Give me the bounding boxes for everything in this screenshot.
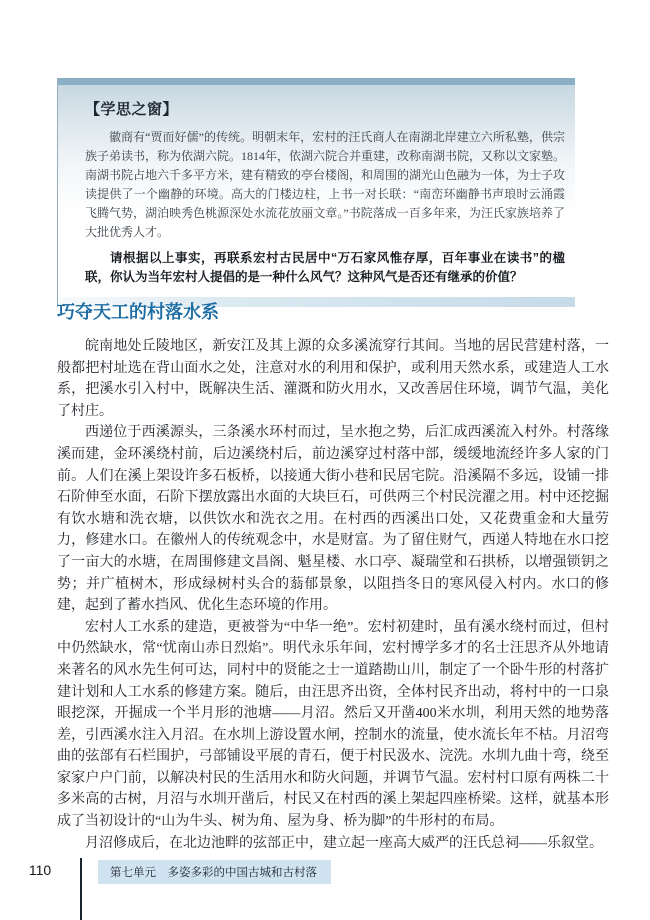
page-footer bbox=[0, 858, 650, 920]
footer-divider-line bbox=[80, 858, 82, 920]
box-title: 【学思之窗】 bbox=[85, 101, 179, 118]
paragraph-yuezhao: 月沼修成后，在北边池畔的弦部正中，建立起一座高大威严的汪氏总祠——乐叙堂。 bbox=[85, 835, 603, 851]
section-body bbox=[57, 336, 609, 854]
box-body-text: 徽商有“贾而好儒”的传统。明朝末年，宏村的汪氏商人在南湖北岸建立六所私塾，供宗族子弟读书，称为依湖六院。1814年，依湖六院合并重建，改称南湖书院，又称以文家塾。南湖书院占地六千多平方米，建有精致的亭台楼阁，和周围的湖光山色融为一体，为士子攻读提供了一个幽静的环境。高大的门楼边柱，上书一对长联：“南峦环幽静书声琅时云涌霞飞腾气势，湖泊映秀色桃源深处水流花放丽文章。”书院落成一百多年来，为汪氏家族培养了大批优秀人才。 bbox=[85, 130, 566, 239]
box-body bbox=[58, 85, 575, 297]
section-heading: 巧夺天工的村落水系 bbox=[57, 302, 219, 322]
page-number: 110 bbox=[28, 862, 52, 878]
paragraph-hongcun: 宏村人工水系的建造，更被誉为“中华一绝”。宏村初建时，虽有溪水绕村而过，但村中仍然缺水，常“忧南山赤日烈焰”。明代永乐年间，宏村博学多才的名士汪思齐从外地请来著名的风水先生何可达，同村中的贤能之士一道踏勘山川，制定了一个卧牛形的村落扩建计划和人工水系的修建方案。随后，由汪思齐出资，全体村民齐出动，将村中的一口泉眼挖深，开掘成一个半月形的池塘——月沼。然后又开凿400米水圳，利用天然的地势落差，引西溪水注入月沼。在水圳上游设置水闸，控制水的流量，使水流长年不枯。月沼弯曲的弦部有石栏围护，弓部铺设平展的青石，便于村民汲水、浣洗。水圳九曲十弯，绕至家家户户门前，以解决村民的生活用水和防火问题，并调节气温。宏村村口原有两株二十多米高的古树，月沼与水圳开凿后，村民又在村西的溪上架起四座桥梁。这样，就基本形成了当初设计的“山为牛头、树为角、屋为身、桥为脚”的牛形村的布局。 bbox=[57, 619, 609, 830]
box-top-bar bbox=[58, 78, 575, 85]
box-question-text: 请根据以上事实，再联系宏村古民居中“万石家风惟存厚，百年事业在读书”的楹联，你认为当年宏村人提倡的是一种什么风气？这种风气是否还有继承的价值？ bbox=[85, 251, 565, 284]
paragraph-intro: 皖南地处丘陵地区，新安江及其上源的众多溪流穿行其间。当地的居民营建村落，一般都把村址选在背山面水之处，注意对水的利用和保护，或利用天然水系，或建造人工水系，把溪水引入村中，既解决生活、灌溉和防火用水，又改善居住环境，调节气温，美化了村庄。 bbox=[57, 339, 609, 419]
paragraph-xidi: 西递位于西溪源头，三条溪水环村而过，呈水抱之势，后汇成西溪流入村外。村落缘溪而建，金环溪绕村前，后边溪绕村后，前边溪穿过村落中部，缓缓地流经许多人家的门前。人们在溪上架设许多石板桥，以接通大街小巷和民居宅院。沿溪隔不多远，设铺一排石阶伸至水面，石阶下摆放露出水面的大块巨石，可供两三个村民浣濯之用。村中还挖掘有饮水塘和洗衣塘，以供饮水和洗衣之用。在村西的西溪出口处，又花费重金和大量劳力，修建水口。在徽州人的传统观念中，水是财富。为了留住财气，西递人特地在水口挖了一亩大的水塘，在周围修建文昌阁、魁星楼、水口亭、凝瑞堂和石拱桥，以增强锁钥之势；并广植树木，形成绿树村头合的蓊郁景象，以阻挡冬日的寒风侵入村内。水口的修建，起到了蓄水挡风、优化生态环境的作用。 bbox=[57, 425, 609, 614]
unit-title-label: 第七单元 多姿多彩的中国古城和古村落 bbox=[98, 860, 331, 884]
learning-window-box bbox=[57, 78, 575, 307]
